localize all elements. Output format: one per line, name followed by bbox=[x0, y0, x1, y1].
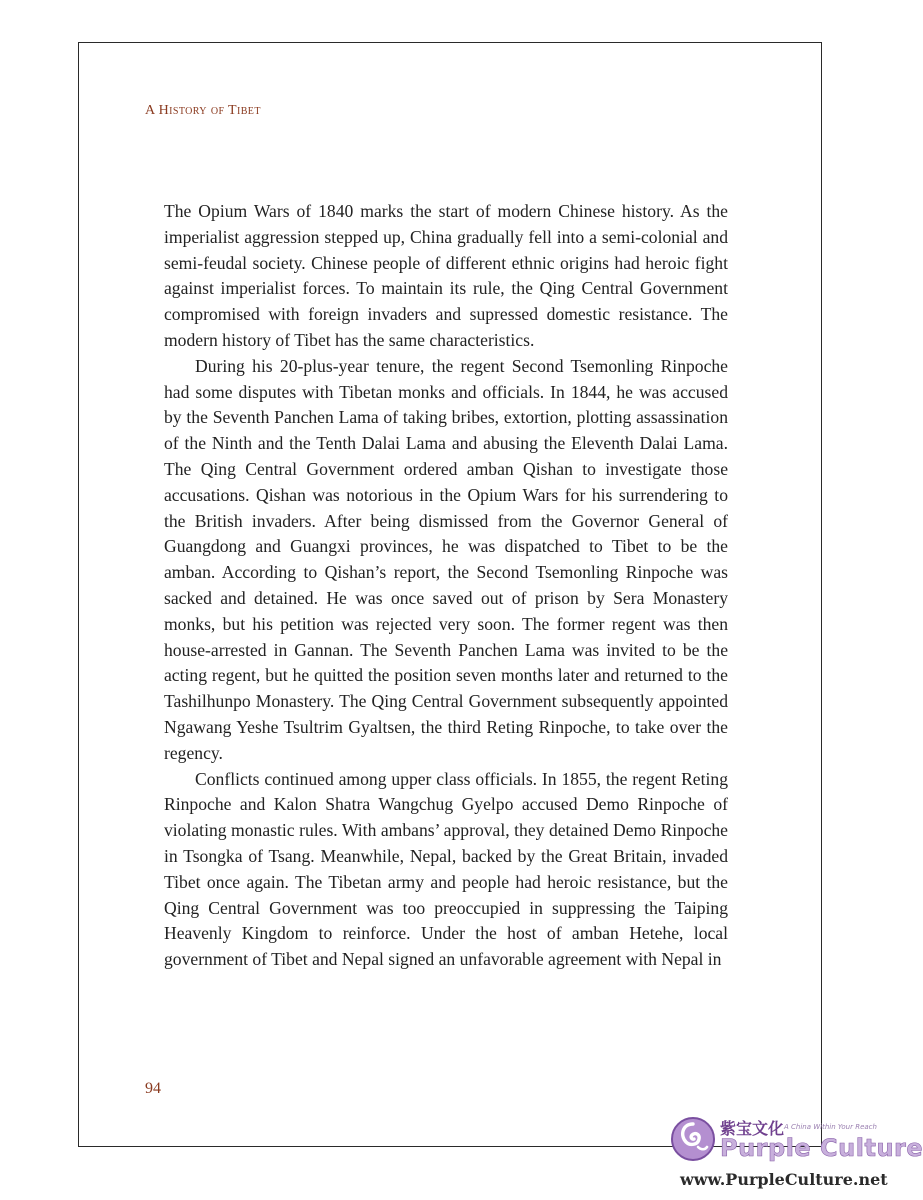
paragraph-1: The Opium Wars of 1840 marks the start of modern Chinese history. As the imperialist aggression stepped up, China gradually fell into a semi-colonial and semi-feudal society. Chinese people of different ethnic origins had heroic fight against imperialist forces. To maintain its rule, the Qing Central Government compromised with foreign invaders and supressed domestic resistance. The modern history of Tibet has the same characteristics. bbox=[164, 201, 728, 350]
watermark bbox=[666, 1112, 923, 1198]
running-head: A History of Tibet bbox=[145, 103, 261, 118]
page-number: 94 bbox=[145, 1080, 161, 1097]
body-text bbox=[164, 199, 728, 973]
watermark-tagline: A China Within Your Reach bbox=[784, 1123, 877, 1131]
watermark-chinese-name: 紫宝文化 bbox=[720, 1119, 785, 1138]
purple-culture-logo-icon bbox=[668, 1114, 718, 1164]
paragraph-2: During his 20-plus-year tenure, the regent Second Tsemonling Rinpoche had some disputes with Tibetan monks and officials. In 1844, he was accused by the Seventh Panchen Lama of taking bribes, extortion, plotting assassination of the Ninth and the Tenth Dalai Lama and abusing the Eleventh Dalai Lama. The Qing Central Government ordered amban Qishan to investigate those accusations. Qishan was notorious in the Opium Wars for his surrendering to the British invaders. After being dismissed from the Governor General of Guangdong and Guangxi provinces, he was dispatched to Tibet to be the amban. According to Qishan’s report, the Second Tsemonling Rinpoche was sacked and detained. He was once saved out of prison by Sera Monastery monks, but his petition was rejected very soon. The former regent was then house-arrested in Gannan. The Seventh Panchen Lama was invited to be the acting regent, but he quitted the position seven months later and returned to the Tashilhunpo Monastery. The Qing Central Government subsequently appointed Ngawang Yeshe Tsultrim Gyaltsen, the third Reting Rinpoche, to take over the regency. bbox=[164, 355, 728, 763]
paragraph-3: Conflicts continued among upper class officials. In 1855, the regent Reting Rinpoche and Kalon Shatra Wangchug Gyelpo accused Demo Rinpoche of violating monastic rules. With ambans’ approval, they detained Demo Rinpoche in Tsongka of Tsang. Meanwhile, Nepal, backed by the Great Britain, invaded Tibet once again. The Tibetan army and people had heroic resistance, but the Qing Central Government was too preoccupied in suppressing the Taiping Heavenly Kingdom to reinforce. Under the host of amban Hetehe, local government of Tibet and Nepal signed an unfavorable agreement with Nepal in bbox=[164, 768, 728, 970]
watermark-brand: Purple Culture bbox=[720, 1134, 923, 1162]
watermark-url: www.PurpleCulture.net bbox=[680, 1170, 888, 1189]
